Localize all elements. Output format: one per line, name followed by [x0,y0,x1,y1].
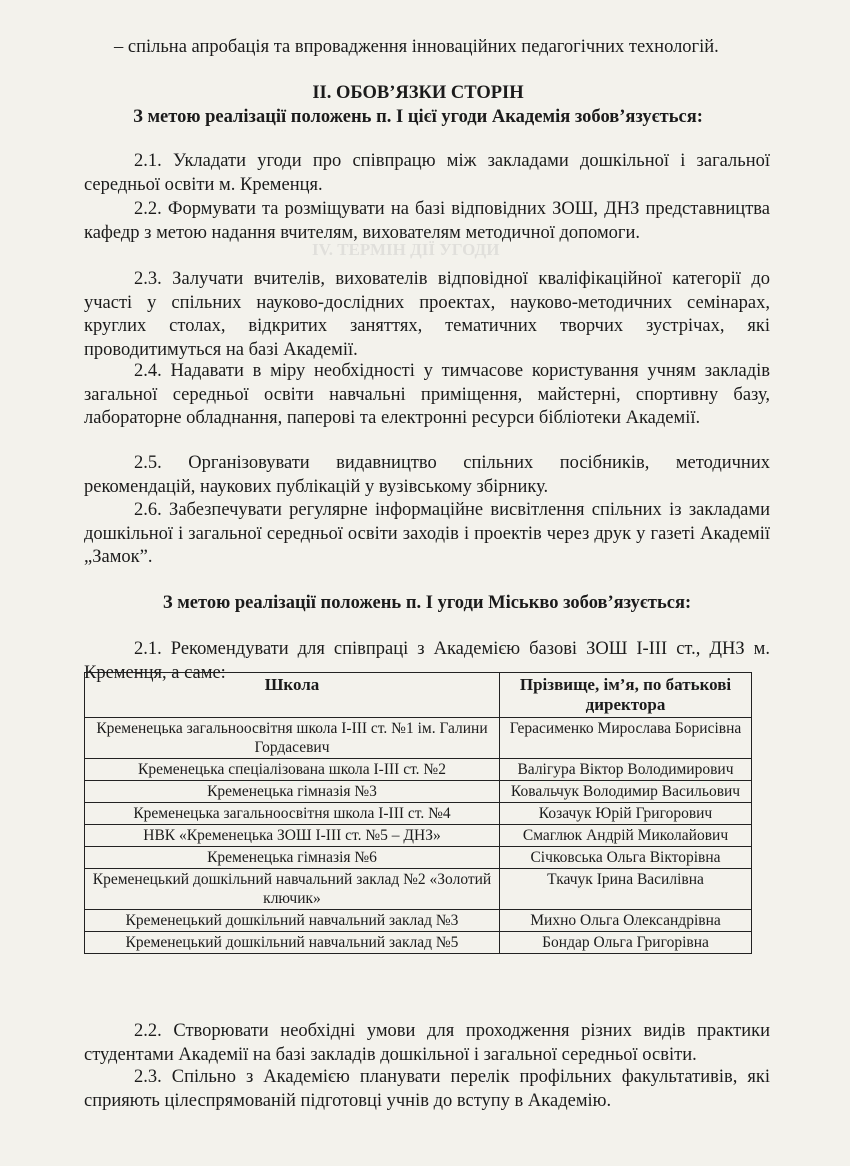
director-cell: Бондар Ольга Григорівна [500,932,752,954]
table-row [85,803,752,825]
academy-item-2-1: 2.1. Укладати угоди про співпрацю між закладами дошкільної і загальної середньої освіти м. Кременця. [84,151,770,195]
city-heading: З метою реалізації положень п. І угоди Міськво зобов’язується: [162,593,692,613]
director-cell: Ткачук Ірина Василівна [500,869,752,910]
director-cell: Смаглюк Андрій Миколайович [500,825,752,847]
bleed-through-text: IV. ТЕРМІН ДІЇ УГОДИ [312,240,500,259]
table-row [85,847,752,869]
city-item-2-1: 2.1. Рекомендувати для співпраці з Академією базові ЗОШ І-ІІІ ст., ДНЗ м. Кременця, а саме: [84,639,770,683]
director-cell: Козачук Юрій Григорович [500,803,752,825]
academy-item-2-5: 2.5. Організовувати видавництво спільних посібників, методичних рекомендацій, наукових публікацій у вузівському збірнику. [84,453,770,497]
section-title: ІІ. ОБОВ’ЯЗКИ СТОРІН [312,83,524,103]
city-item-2-2: 2.2. Створювати необхідні умови для проходження різних видів практики студентами Академії на базі закладів дошкільної і загальної середньої освіти. [84,1021,770,1065]
header-director: Прізвище, ім’я, по батькові директора [500,673,752,718]
director-cell: Валігура Віктор Володимирович [500,759,752,781]
academy-heading: З метою реалізації положень п. І цієї угоди Академія зобов’язується: [133,107,703,127]
intro-item: – спільна апробація та впровадження інноваційних педагогічних технологій. [114,37,719,57]
table-row [85,932,752,954]
director-cell: Січковська Ольга Вікторівна [500,847,752,869]
table-header-row [85,673,752,718]
director-cell: Михно Ольга Олександрівна [500,910,752,932]
header-school: Школа [85,673,500,718]
table-row [85,869,752,910]
director-cell: Герасименко Мирослава Борисівна [500,718,752,759]
academy-item-2-3: 2.3. Залучати вчителів, вихователів відповідної кваліфікаційної категорії до участі у спільних науково-дослідних проектах, науково-методичних семінарах, круглих столах, відкритих заняттях, тематичних творчих зустрічах, які проводитимуться на базі Академії. [84,269,770,360]
school-cell: Кременецька загальноосвітня школа І-ІІІ ст. №1 ім. Галини Гордасевич [85,718,500,759]
city-item-2-3: 2.3. Спільно з Академією планувати перелік профільних факультативів, які сприяють цілеспрямованій підготовці учнів до вступу в Академію. [84,1067,770,1111]
table-row [85,781,752,803]
school-cell: НВК «Кременецька ЗОШ І-ІІІ ст. №5 – ДНЗ» [85,825,500,847]
table-row [85,759,752,781]
school-cell: Кременецька гімназія №3 [85,781,500,803]
table-row [85,718,752,759]
school-cell: Кременецька загальноосвітня школа І-ІІІ ст. №4 [85,803,500,825]
schools-table [84,672,752,954]
table-row [85,910,752,932]
table-row [85,825,752,847]
director-cell: Ковальчук Володимир Васильович [500,781,752,803]
school-cell: Кременецька спеціалізована школа І-ІІІ ст. №2 [85,759,500,781]
school-cell: Кременецька гімназія №6 [85,847,500,869]
school-cell: Кременецький дошкільний навчальний заклад №3 [85,910,500,932]
school-cell: Кременецький дошкільний навчальний заклад №5 [85,932,500,954]
academy-item-2-2: 2.2. Формувати та розміщувати на базі відповідних ЗОШ, ДНЗ представництва кафедр з метою надання вчителям, вихователям методичної допомоги. [84,199,770,243]
academy-item-2-4: 2.4. Надавати в міру необхідності у тимчасове користування учням закладів загальної середньої освіти навчальні приміщення, майстерні, спортивну базу, лабораторне обладнання, паперові та електронні ресурси бібліотеки Академії. [84,361,770,428]
school-cell: Кременецький дошкільний навчальний заклад №2 «Золотий ключик» [85,869,500,910]
academy-item-2-6: 2.6. Забезпечувати регулярне інформаційне висвітлення спільних із закладами дошкільної і загальної середньої освіти заходів і проектів через друк у газеті Академії „Замок”. [84,500,770,567]
